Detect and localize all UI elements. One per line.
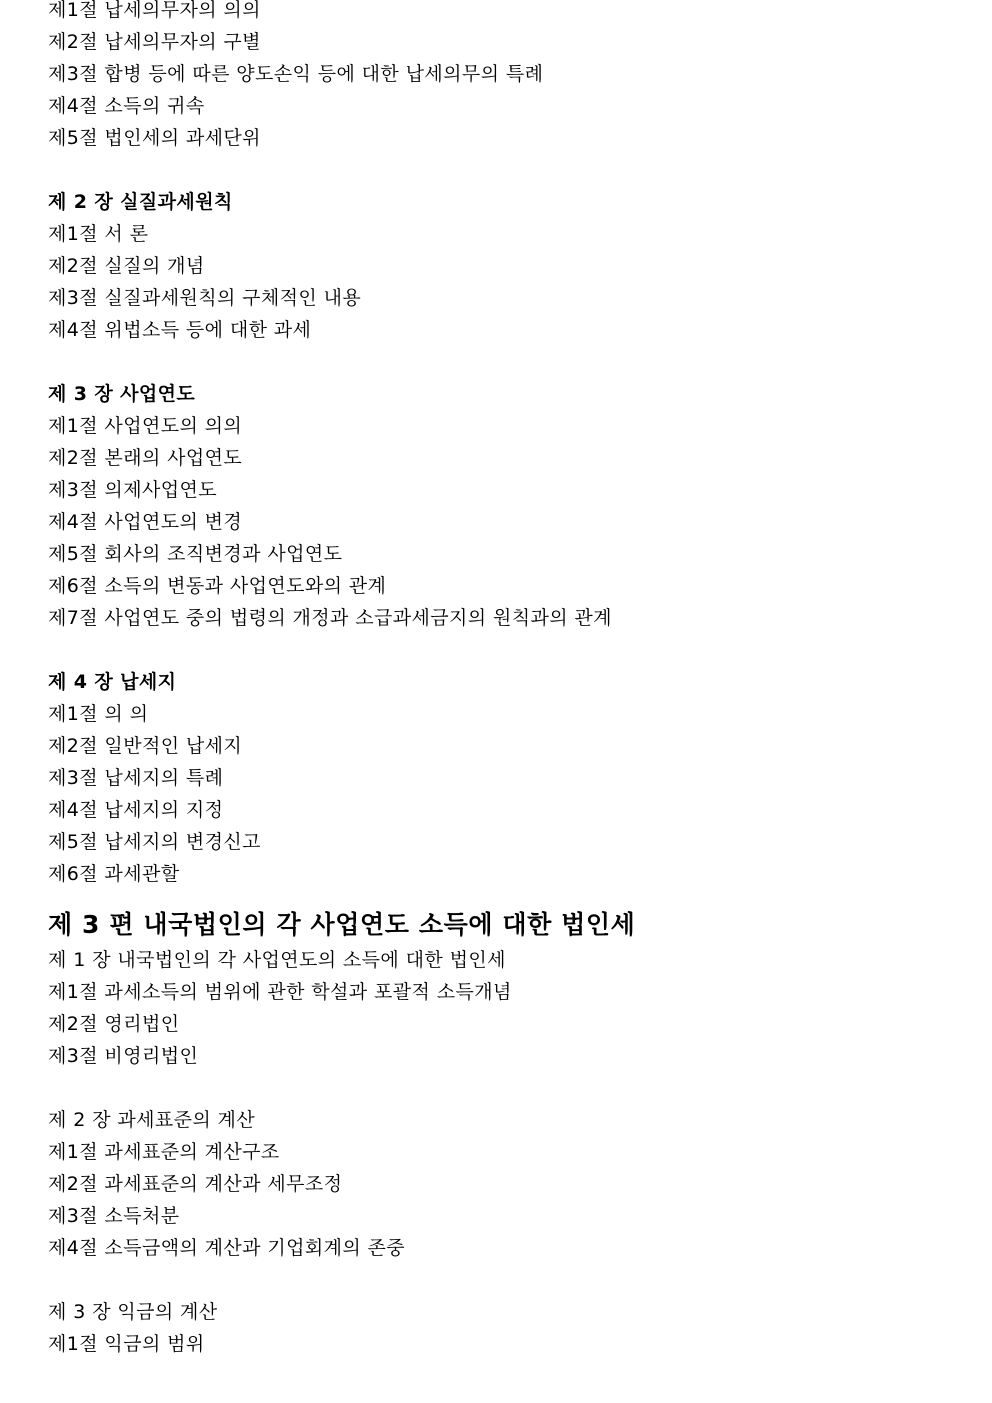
section-item: 제3절 의제사업연도 xyxy=(48,479,217,501)
section-block xyxy=(48,0,968,154)
chapter-heading: 제 4 장 납세지 xyxy=(48,671,177,693)
section-item: 제1절 의 의 xyxy=(48,703,149,725)
part-block xyxy=(48,906,968,1072)
chapter-heading: 제 3 장 익금의 계산 xyxy=(48,1301,218,1323)
section-item: 제4절 사업연도의 변경 xyxy=(48,511,243,533)
chapter-heading: 제 3 장 사업연도 xyxy=(48,383,196,405)
section-item: 제2절 영리법인 xyxy=(48,1013,180,1035)
section-item: 제2절 일반적인 납세지 xyxy=(48,735,243,757)
section-item: 제1절 익금의 범위 xyxy=(48,1333,205,1355)
section-item: 제2절 본래의 사업연도 xyxy=(48,447,243,469)
spacer xyxy=(48,154,968,186)
section-item: 제3절 실질과세원칙의 구체적인 내용 xyxy=(48,287,362,309)
part-heading: 제 3 편 내국법인의 각 사업연도 소득에 대한 법인세 xyxy=(48,910,636,939)
section-item: 제2절 납세의무자의 구별 xyxy=(48,31,261,53)
section-item: 제2절 과세표준의 계산과 세무조정 xyxy=(48,1173,343,1195)
section-item: 제5절 회사의 조직변경과 사업연도 xyxy=(48,543,343,565)
spacer xyxy=(48,1072,968,1104)
table-of-contents xyxy=(48,0,968,1360)
section-item: 제4절 소득금액의 계산과 기업회계의 존중 xyxy=(48,1237,406,1259)
spacer xyxy=(48,890,968,906)
section-item: 제3절 합병 등에 따른 양도손익 등에 대한 납세의무의 특례 xyxy=(48,63,544,85)
chapter-block xyxy=(48,186,968,346)
chapter-heading: 제 2 장 실질과세원칙 xyxy=(48,191,233,213)
section-item: 제1절 서 론 xyxy=(48,223,149,245)
section-item: 제7절 사업연도 중의 법령의 개정과 소급과세금지의 원칙과의 관계 xyxy=(48,607,612,629)
section-item: 제3절 비영리법인 xyxy=(48,1045,199,1067)
chapter-block xyxy=(48,1104,968,1264)
chapter-block xyxy=(48,378,968,634)
chapter-block xyxy=(48,666,968,890)
section-item: 제1절 과세소득의 범위에 관한 학설과 포괄적 소득개념 xyxy=(48,981,512,1003)
section-item: 제4절 납세지의 지정 xyxy=(48,799,224,821)
section-item: 제4절 위법소득 등에 대한 과세 xyxy=(48,319,312,341)
section-item: 제6절 과세관할 xyxy=(48,863,180,885)
section-item: 제5절 법인세의 과세단위 xyxy=(48,127,261,149)
section-item: 제2절 실질의 개념 xyxy=(48,255,205,277)
chapter-heading: 제 2 장 과세표준의 계산 xyxy=(48,1109,256,1131)
section-item: 제5절 납세지의 변경신고 xyxy=(48,831,261,853)
section-item: 제1절 납세의무자의 의의 xyxy=(48,0,261,21)
spacer xyxy=(48,634,968,666)
spacer xyxy=(48,346,968,378)
section-item: 제1절 과세표준의 계산구조 xyxy=(48,1141,280,1163)
spacer xyxy=(48,1264,968,1296)
chapter-heading: 제 1 장 내국법인의 각 사업연도의 소득에 대한 법인세 xyxy=(48,949,506,971)
section-item: 제1절 사업연도의 의의 xyxy=(48,415,243,437)
section-item: 제6절 소득의 변동과 사업연도와의 관계 xyxy=(48,575,387,597)
section-item: 제4절 소득의 귀속 xyxy=(48,95,205,117)
section-item: 제3절 소득처분 xyxy=(48,1205,180,1227)
section-item: 제3절 납세지의 특례 xyxy=(48,767,224,789)
chapter-block xyxy=(48,1296,968,1360)
